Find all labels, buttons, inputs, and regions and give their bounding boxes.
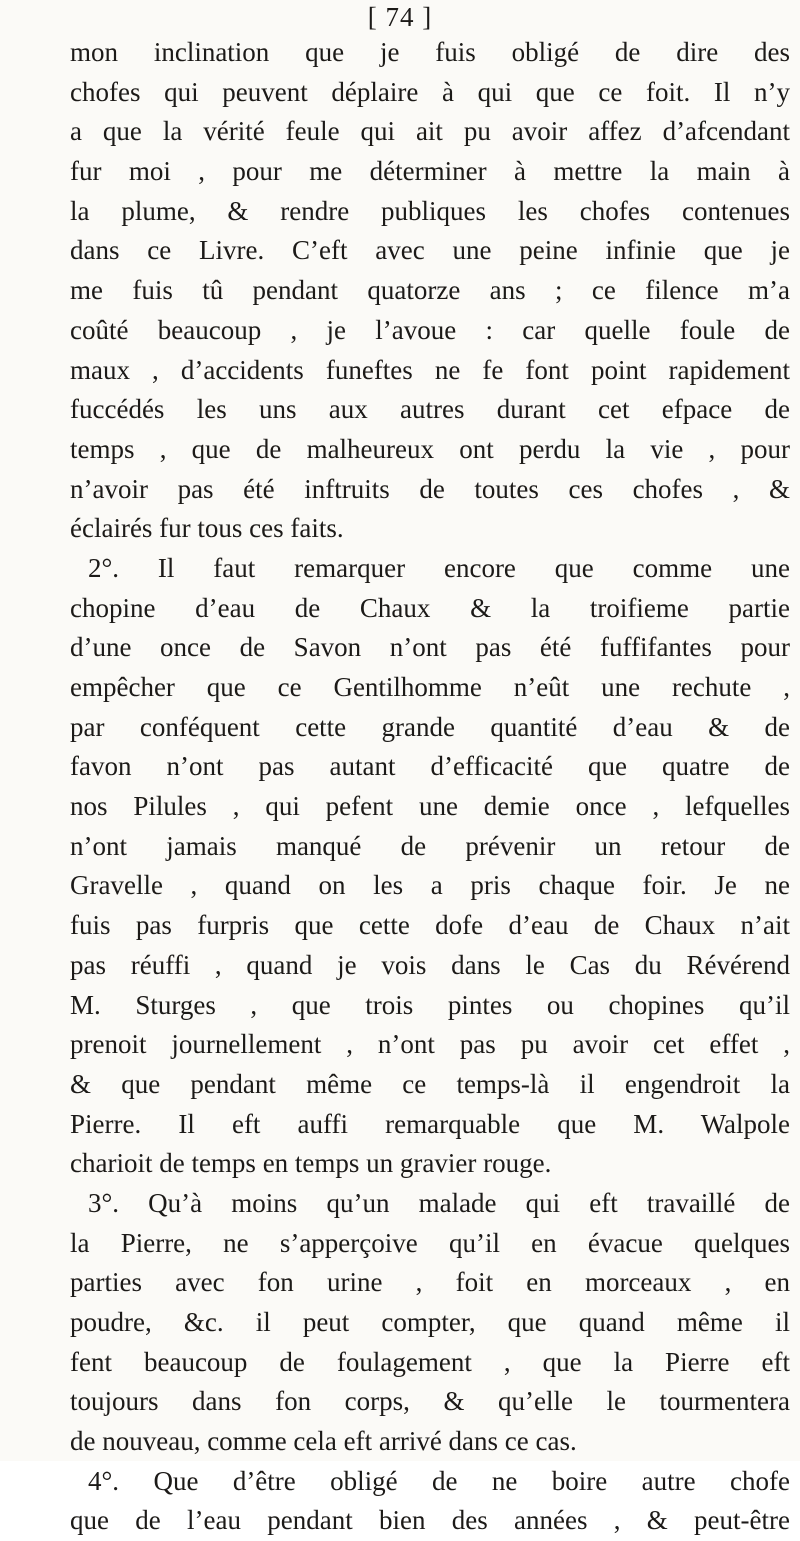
text-line: prenoit journellement , n’ont pas pu avoir cet effet , bbox=[70, 1029, 790, 1060]
text-line: pas réuffi , quand je vois dans le Cas du Révérend bbox=[70, 949, 790, 980]
text-line: dans ce Livre. C’eft avec une peine infinie que je bbox=[70, 235, 790, 266]
page-number: [ 74 ] bbox=[367, 2, 433, 32]
text-line: fuccédés les uns aux autres durant cet efpace de bbox=[70, 394, 790, 425]
text-line: chopine d’eau de Chaux & la troifieme partie bbox=[70, 592, 790, 623]
text-line: la plume, & rendre publiques les chofes contenues bbox=[70, 195, 790, 226]
text-line: 3°. Qu’à moins qu’un malade qui eft travaillé de bbox=[88, 1187, 790, 1218]
text-line: coûté beaucoup , je l’avoue : car quelle foule de bbox=[70, 314, 790, 345]
text-line: que de l’eau pendant bien des années , & peut-être bbox=[70, 1505, 790, 1536]
text-line: Gravelle , quand on les a pris chaque foir. Je ne bbox=[70, 870, 790, 901]
text-line: maux , d’accidents funeftes ne fe font point rapidement bbox=[70, 354, 790, 385]
text-line: M. Sturges , que trois pintes ou chopines qu’il bbox=[70, 989, 790, 1020]
text-line: Pierre. Il eft auffi remarquable que M. Walpole bbox=[70, 1108, 790, 1139]
text-line: poudre, &c. il peut compter, que quand même il bbox=[70, 1307, 790, 1337]
text-line: & que pendant même ce temps-là il engendroit la bbox=[70, 1068, 790, 1099]
text-line: n’avoir pas été inftruits de toutes ces chofes , & bbox=[70, 473, 790, 504]
text-line: chofes qui peuvent déplaire à qui que ce foit. Il n’y bbox=[70, 76, 790, 107]
text-line: par conféquent cette grande quantité d’eau & de bbox=[70, 711, 790, 742]
text-line: fur moi , pour me déterminer à mettre la main à bbox=[70, 156, 790, 187]
text-line: la Pierre, ne s’apperçoive qu’il en évacue quelques bbox=[70, 1227, 790, 1258]
text-line: n’ont jamais manqué de prévenir un retour de bbox=[70, 830, 790, 861]
text-line: fent beaucoup de foulagement , que la Pierre eft bbox=[70, 1346, 790, 1377]
text-line: mon inclination que je fuis obligé de dire des bbox=[70, 37, 790, 67]
text-line: empêcher que ce Gentilhomme n’eût une rechute , bbox=[70, 672, 790, 702]
text-line: a que la vérité feule qui ait pu avoir affez d’afcendant bbox=[70, 116, 790, 147]
text-line: parties avec fon urine , foit en morceaux , en bbox=[70, 1267, 790, 1298]
text-line: nos Pilules , qui pefent une demie once , lefquelles bbox=[70, 791, 790, 822]
text-line: de nouveau, comme cela eft arrivé dans ce cas. bbox=[70, 1426, 577, 1457]
text-line: charioit de temps en temps un gravier rouge. bbox=[70, 1148, 552, 1179]
text-line: toujours dans fon corps, & qu’elle le tourmentera bbox=[70, 1386, 790, 1417]
text-line: me fuis tû pendant quatorze ans ; ce filence m’a bbox=[70, 275, 790, 306]
text-line: 2°. Il faut remarquer encore que comme une bbox=[88, 552, 790, 583]
text-line: d’une once de Savon n’ont pas été fuffifantes pour bbox=[70, 632, 790, 663]
text-line: éclairés fur tous ces faits. bbox=[70, 513, 344, 544]
text-line: temps , que de malheureux ont perdu la vie , pour bbox=[70, 433, 790, 464]
text-line: 4°. Que d’être obligé de ne boire autre chofe bbox=[88, 1465, 790, 1496]
text-line: fuis pas furpris que cette dofe d’eau de Chaux n’ait bbox=[70, 910, 790, 941]
body-text bbox=[70, 33, 790, 1541]
text-line: favon n’ont pas autant d’efficacité que quatre de bbox=[70, 751, 790, 782]
